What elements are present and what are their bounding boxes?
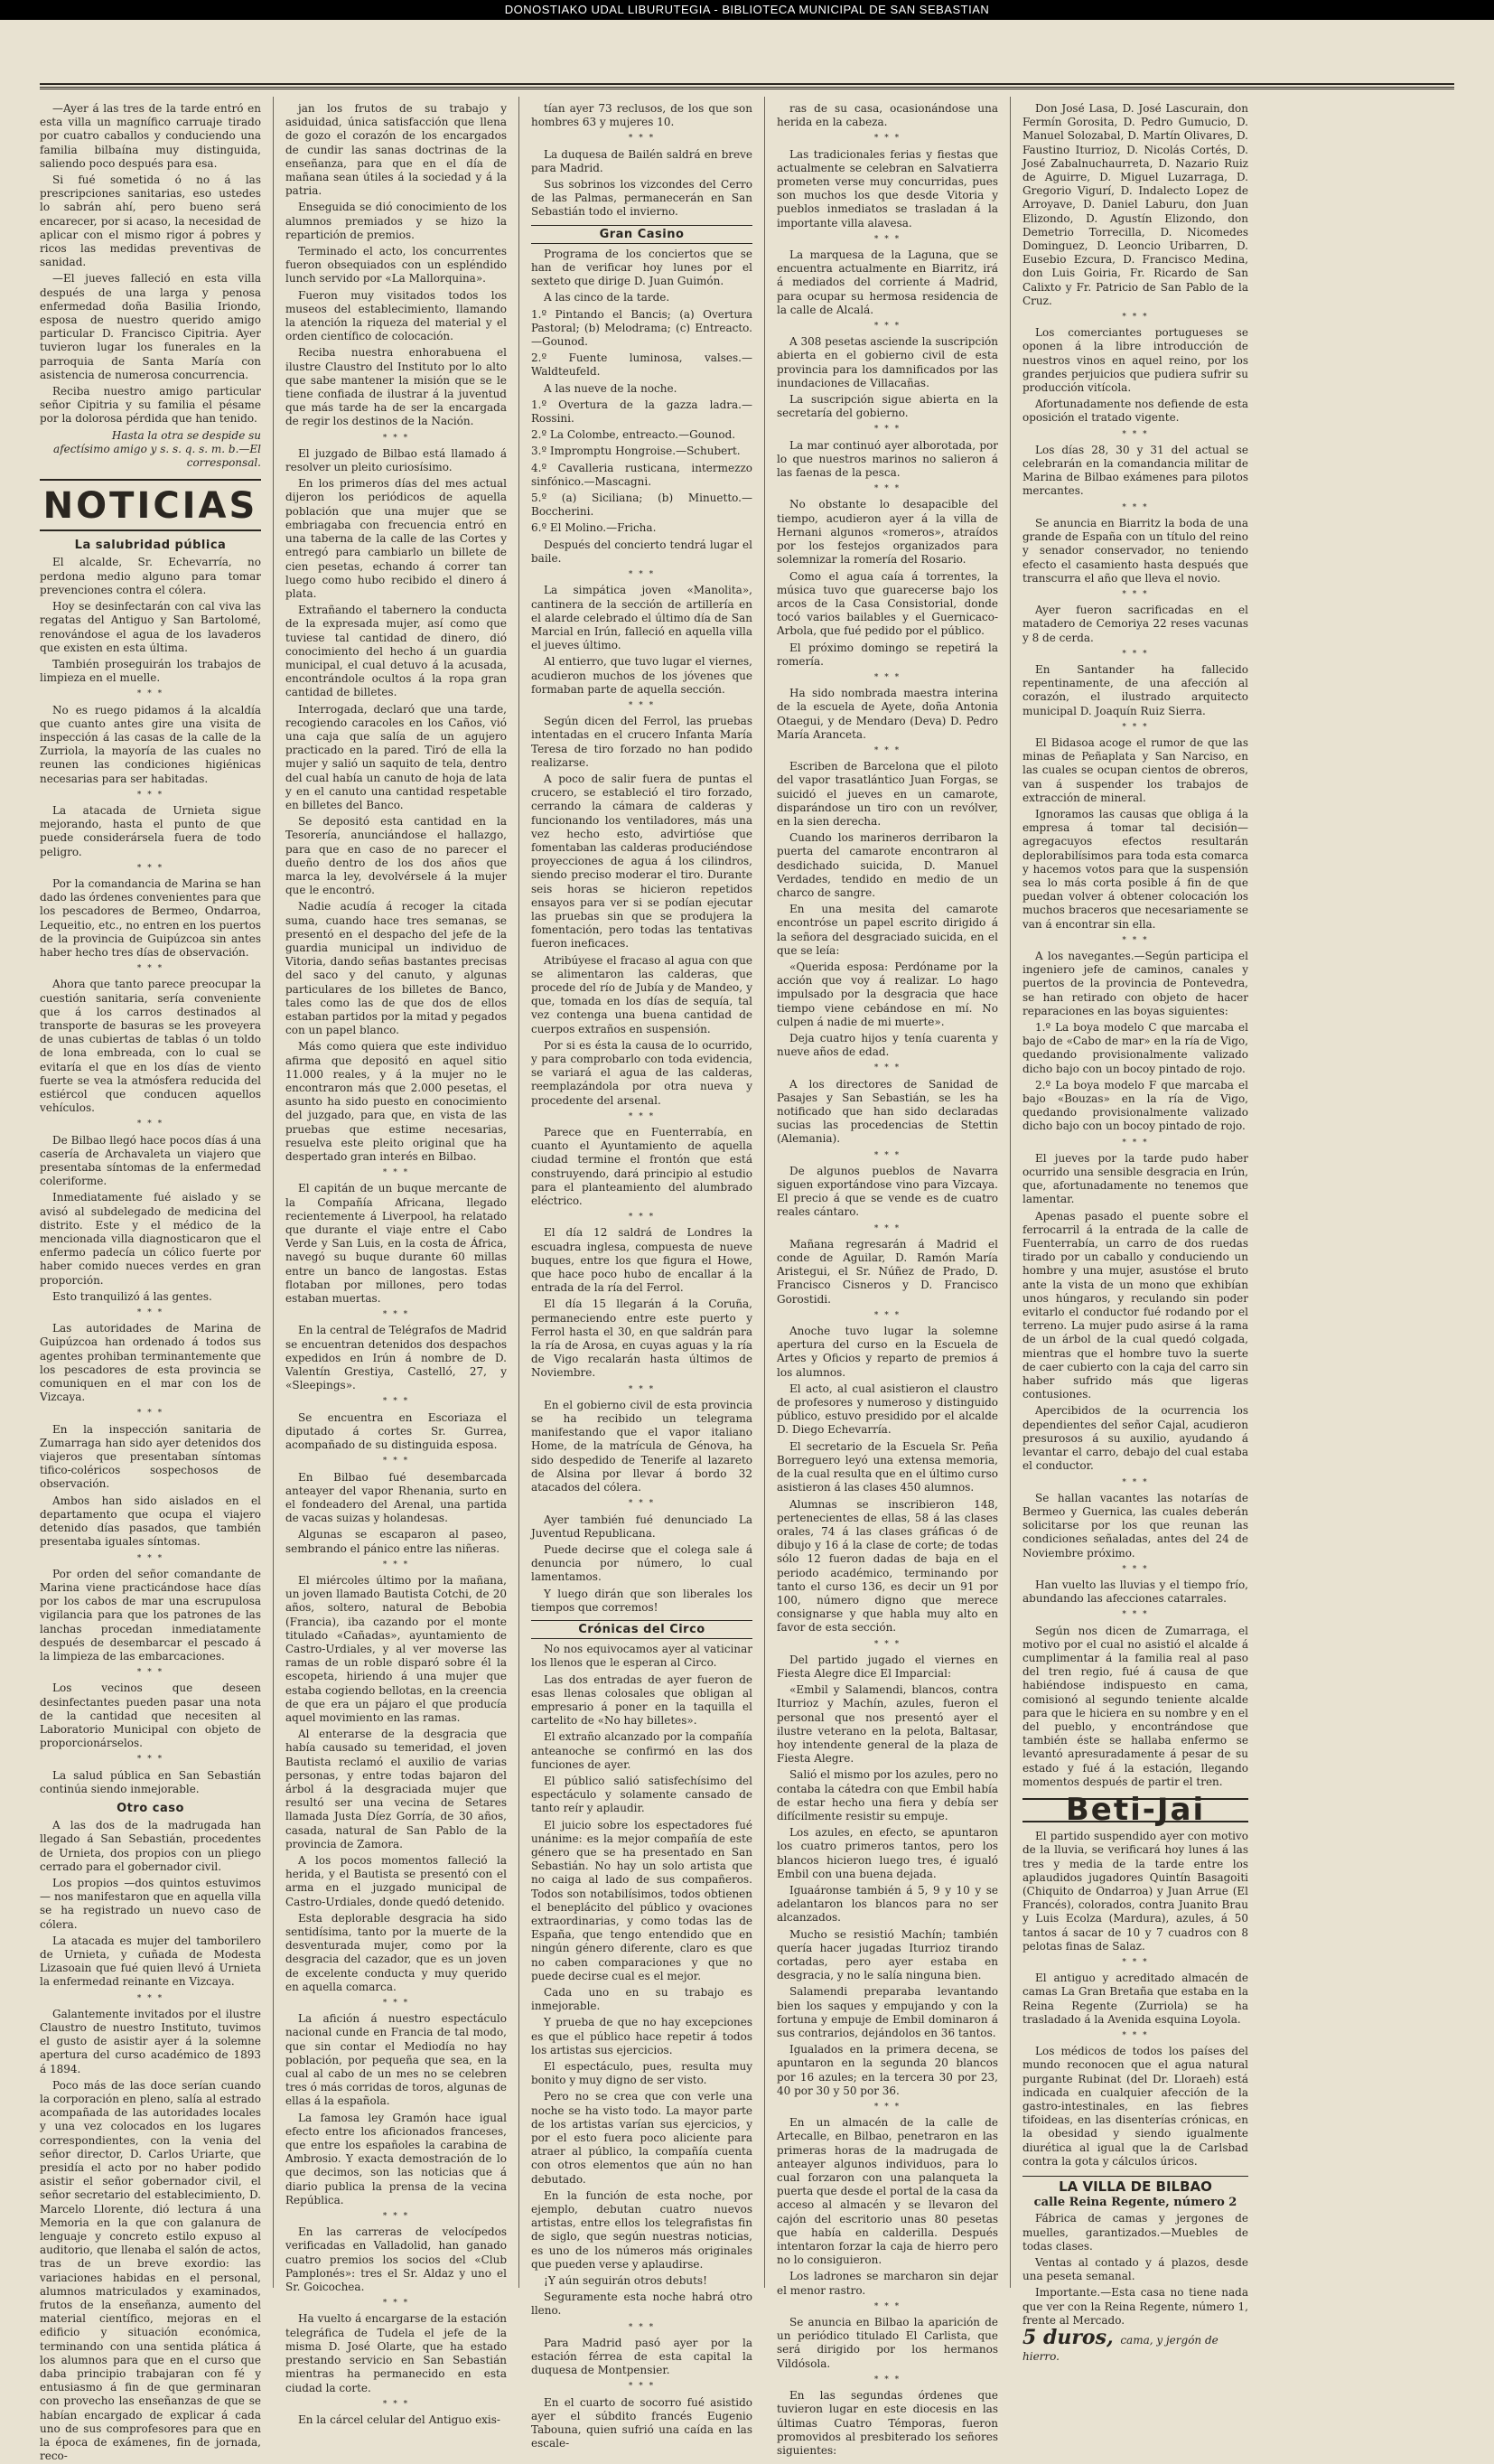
paragraph: Los propios —dos quintos estuvimos— nos manifestaron que en aquella villa se ha registrado un nuevo caso de cólera. (40, 1876, 261, 1931)
paragraph: En la cárcel celular del Antiguo exis- (298, 2412, 500, 2426)
separator-asterisks: * * * (628, 570, 656, 580)
paragraph: Ayer fueron sacrificadas en el matadero de Cemoriya 22 reses vacunas y 8 de cerda. (1022, 604, 1248, 644)
paragraph: Salamendi preparaba levantando bien los saques y empujando y con la fortuna y empuje de Embil dominaron á sus contrarios, dejándolos en 36 tantos. (777, 1985, 998, 2040)
separator-asterisks: * * * (136, 1308, 164, 1318)
newspaper-page (40, 87, 1454, 2463)
separator-asterisks: * * * (873, 1150, 901, 1160)
paragraph: También proseguirán los trabajos de limpieza en el muelle. (40, 657, 261, 685)
section-heading: Otro caso (117, 1801, 184, 1815)
separator-asterisks: * * * (382, 1397, 410, 1407)
paragraph: Más como quiera que este individuo afirma que depositó en aquel sitio 11.000 reales, y á la mujer no le encontraron más que 2.000 pesetas, el asunto ha sido puesto en conocimiento del juzgado, para que, en vista de las pruebas que estime necesarias, resuelva este pleito original que ha despertado gran interés en Bilbao. (285, 1040, 507, 1164)
paragraph: Se encuentra en Escoriaza el diputado á cortes Sr. Gurrea, acompañado de su distinguida esposa. (285, 1410, 507, 1452)
column-5 (1022, 102, 1248, 2364)
paragraph: Ambos han sido aislados en el departamento que ocupa el viajero detenido días pasados, que también presentaba iguales síntomas. (40, 1494, 261, 1549)
separator-asterisks: * * * (1122, 722, 1149, 732)
paragraph: Después del concierto tendrá lugar el baile. (531, 538, 752, 565)
paragraph: Poco más de las doce serían cuando la corporación en pleno, salía al estrado acompañada de las autoridades locales y una vez colocados en los lugares correspondientes, con la venia del señor director, D. Carlos Uriarte, que presidía el acto por no haber podido asistir el señor gobernador civil, el señor secretario del establecimiento, D. Marcelo Llorente, dió lectura á una Memoria en la que con galanura de lenguaje y concreto estilo expuso al auditorio, que llenaba el salón de actos, tras de un breve exordio: las variaciones habidas en el personal, alumnos matriculados y examinados, frutos de la enseñanza, aumento del material científico, mejoras en el edificio y situación económica, terminando con una sentida plática á los alumnos para que en el curso que daba principio trabajaran con fé y entusiasmo á fin de que germinaran con provecho las enseñanzas de que se habían encargado de explicar á cada uno de sus comprofesores para que en la época de exámenes, fin de jornada, reco- (40, 2078, 261, 2463)
paragraph: De algunos pueblos de Navarra siguen exportándose vino para Vizcaya. El precio á que se vende es de cuatro reales cántaro. (777, 1164, 998, 1219)
paragraph: Reciba nuestro amigo particular señor Cipitria y su familia el pésame por la dolorosa pérdida que han tenido. (40, 385, 261, 426)
paragraph: En las carreras de velocípedos verificadas en Valladolid, han ganado cuatro premios los socios del «Club Pamplonés»: tres el Sr. Aldaz y uno el Sr. Goicochea. (285, 2225, 507, 2294)
noticias-heading: NOTICIAS (40, 479, 261, 531)
separator-asterisks: * * * (873, 745, 901, 755)
paragraph: Iguaáronse también á 5, 9 y 10 y se adelantaron los blancos para no ser alcanzados. (777, 1883, 998, 1925)
paragraph: El miércoles último por la mañana, un joven llamado Bautista Cotchi, de 20 años, soltero, natural de Bebobia (Francia), iba cazando por el monte titulado «Cañadas», ayuntamiento de Castro-Urdiales, y al ver moverse las ramas de un roble disparó sobre él la escopeta, hiriendo á una mujer que estaba cogiendo bellotas, en la creencia de que era un pájaro el que producía aquel movimiento en las ramas. (285, 1573, 507, 1724)
paragraph: Las autoridades de Marina de Guipúzcoa han ordenado á todos sus agentes prohiban terminantemente que los pescadores de esta provincia se comuniquen en el mar con los de Vizcaya. (40, 1322, 261, 1404)
paragraph: Esto tranquilizó á las gentes. (52, 1289, 212, 1303)
paragraph: No es ruego pidamos á la alcaldía que cuanto antes gire una visita de inspección á las casas de la calle de la Zurriola, la mayoría de las cuales no reunen las condiciones higiénicas necesarias para ser habitadas. (40, 703, 261, 785)
paragraph: Los ladrones se marcharon sin dejar el menor rastro. (777, 2270, 998, 2297)
paragraph: El día 15 llegarán á la Coruña, permaneciendo entre este puerto y Ferrol hasta el 30, en que saldrán para la ría de Arosa, en cuyas aguas y la ría de Vigo recalarán hasta últimos de Noviembre. (531, 1298, 752, 1380)
paragraph: Deja cuatro hijos y tenía cuarenta y nueve años de edad. (777, 1032, 998, 1059)
concert-program (531, 398, 752, 536)
paragraph: El alcalde, Sr. Echevarría, no perdona medio alguno para tomar prevenciones contra el cólera. (40, 556, 261, 596)
top-rule (40, 83, 1454, 85)
program-item: 2.º Fuente luminosa, valses.—Waldteufeld. (531, 351, 752, 379)
paragraph: Sus sobrinos los vizcondes del Cerro de las Palmas, permanecerán en San Sebastián todo el invierno. (531, 178, 752, 219)
separator-asterisks: * * * (136, 1755, 164, 1765)
program-item: 2.º La Colombe, entreacto.—Gounod. (531, 428, 736, 442)
separator-asterisks: * * * (873, 1310, 901, 1320)
price-description: cama, y jergón de hierro. (1022, 2334, 1219, 2364)
paragraph: jan los frutos de su trabajo y asiduidad, única satisfacción que llena de gozo el corazón de los encargados de cundir las sanas doctrinas de la enseñanza, para que en el día de mañana sean útiles á la sociedad y á la patria. (285, 102, 507, 198)
separator-asterisks: * * * (382, 1168, 410, 1178)
paragraph: —Ayer á las tres de la tarde entró en esta villa un magnífico carruaje tirado por cuatro caballos y conduciendo una familia bilbaína muy distinguida, saliendo poco después para esa. (40, 102, 261, 170)
paragraph: En la función de esta noche, por ejemplo, debutan cuatro nuevos artistas, entre ellos los telegrafistas fin de siglo, que según nuestras noticias, es uno de los números más originales que pueden verse y aplaudirse. (531, 2188, 752, 2271)
paragraph: En el gobierno civil de esta provincia se ha recibido un telegrama manifestando que el vapor italiano Home, de la matrícula de Génova, ha sido despedido de Tenerife al lazareto de Alsina por llevar á bordo 32 atacados del cólera. (531, 1398, 752, 1494)
paragraph: Los médicos de todos los países del mundo reconocen que el agua natural purgante Rubinat (del Dr. Lloraeh) está indicada en cualquier afección de la gastro-intestinales, en las fiebres tifoideas, en las disenterías crónicas, en la obesidad y siendo igualmente diurética al igual que la de Carlsbad contra la gota y cálculos úricos. (1022, 2045, 1248, 2168)
separator-asterisks: * * * (628, 1499, 656, 1509)
paragraph: No obstante lo desapacible del tiempo, acudieron ayer á la villa de Hernani algunos «romeros», atraídos por los festejos organizados para solemnizar la romería del Rosario. (777, 498, 998, 567)
column-divider (764, 97, 765, 2288)
paragraph: El antiguo y acreditado almacén de camas La Gran Bretaña que estaba en la Reina Regente (Zurriola) se ha trasladado á la Avenida esquina Loyola. (1022, 1972, 1248, 2026)
separator-asterisks: * * * (873, 234, 901, 244)
paragraph: Han vuelto las lluvias y el tiempo frío, abundando las afecciones catarrales. (1022, 1578, 1248, 1606)
separator-asterisks: * * * (873, 484, 901, 494)
paragraph: El juicio sobre los espectadores fué unánime: es la mejor compañía de este género que se ha presentado en San Sebastián. No hay un solo artista que no caiga al lado de sus compañeros. Todos son notabilísimos, todos obtienen el beneplácito del público y ovaciones extraordinarias, y como todas las de España, que tengo entendido que en ningún género diferente, claro es que no caben comparaciones y que no puede decirse cual es el mejor. (531, 1818, 752, 1982)
advertisement-text: Fábrica de camas y jergones de muelles, garantizados.—Muebles de todas clases. (1022, 2212, 1248, 2253)
separator-asterisks: * * * (382, 433, 410, 443)
paragraph: Hoy se desinfectarán con cal viva las regatas del Antiguo y San Bartolomé, renovándose el agua de los lavaderos que existen en esta última. (40, 600, 261, 654)
separator-asterisks: * * * (628, 2382, 656, 2392)
paragraph: Seguramente esta noche habrá otro lleno. (531, 2291, 752, 2318)
separator-asterisks: * * * (873, 1639, 901, 1649)
paragraph: A las nueve de la noche. (544, 381, 677, 395)
separator-asterisks: * * * (628, 1384, 656, 1394)
separator-asterisks: * * * (136, 689, 164, 699)
paragraph: A los pocos momentos falleció la herida, y el Bautista se presentó con el arma en el juzgado municipal de Castro-Urdiales, donde quedó detenido. (285, 1853, 507, 1908)
paragraph: El jueves por la tarde pudo haber ocurrido una sensible desgracia en Irún, que, afortunadamente no tenemos que lamentar. (1022, 1151, 1248, 1206)
column-3 (531, 102, 752, 2450)
paragraph: La afición á nuestro espectáculo nacional cunde en Francia de tal modo, que sin contar el Mediodía no hay población, por pequeña que sea, en la cual al cabo de un mes no se celebren tres ó más corridas de toros, algunas de ellas á la española. (285, 2012, 507, 2108)
paragraph: En Santander ha fallecido repentinamente, de una afección al corazón, el ilustrado arquitecto municipal D. Joaquín Ruiz Sierra. (1022, 662, 1248, 717)
separator-asterisks: * * * (136, 1120, 164, 1129)
program-item: 3.º Impromptu Hongroise.—Schubert. (531, 445, 741, 458)
paragraph: —El jueves falleció en esta villa después de una larga y penosa enfermedad doña Basilia Iriondo, esposa de nuestro querido amigo particular D. Francisco Cipitria. Ayer tuvieron lugar los funerales en la parroquia de Santa María con asistencia de numerosa concurrencia. (40, 272, 261, 381)
concert-program (531, 308, 752, 379)
paragraph: Apercibidos de la ocurrencia los dependientes del señor Cajal, acudieron presurosos á su auxilio, ayudando á levantar el carro, debajo del cual estaba el conductor. (1022, 1404, 1248, 1473)
paragraph: Según dicen del Ferrol, las pruebas intentadas en el crucero Infanta María Teresa de tiro forzado no han podido realizarse. (531, 715, 752, 769)
paragraph: Según nos dicen de Zumarraga, el motivo por el cual no asistió el alcalde á cumplimentar á la familia real al paso del tren regio, fué á causa de que habiéndose indispuesto en cama, comisionó al segundo teniente alcalde para que le hiciera en su nombre y en el del pueblo, y encontrándose que también éste se hallaba enfermo se levantó apresuradamente á pesar de su estado y fué á la estación, llegando momentos después de partir el tren. (1022, 1624, 1248, 1788)
paragraph: 2.º La boya modelo F que marcaba el bajo «Bouzas» en la ría de Vigo, quedando provisionalmente valizado dicho bajo con un bocoy pintado de rojo. (1022, 1078, 1248, 1133)
paragraph: Parece que en Fuenterrabía, en cuanto el Ayuntamiento de aquella ciudad termine el frontón que está construyendo, dará principio al estudio para el planteamiento del alumbrado eléctrico. (531, 1126, 752, 1208)
separator-asterisks: * * * (382, 2212, 410, 2222)
paragraph: No nos equivocamos ayer al vaticinar los llenos que le esperan al Circo. (531, 1643, 752, 1670)
paragraph: Mañana regresarán á Madrid el conde de Aguilar, D. Ramón María Aristegui, el Sr. Núñez de Prado, D. Francisco Cisneros y D. Francisco Gorostidi. (777, 1237, 998, 1306)
paragraph: Escriben de Barcelona que el piloto del vapor trasatlántico Juan Forgas, se suicidó el jueves en un camarote, disparándose un tiro con un revólver, en la sien derecha. (777, 760, 998, 828)
advertisement-text: Ventas al contado y á plazos, desde una peseta semanal. (1022, 2256, 1248, 2283)
separator-asterisks: * * * (1122, 502, 1149, 512)
paragraph: Como el agua caía á torrentes, la música tuvo que guarecerse bajo los arcos de la Casa Consistorial, donde tocó varios bailables y el Guernicaco-Arbola, que fué pedido por el público. (777, 569, 998, 638)
separator-asterisks: * * * (628, 1111, 656, 1121)
separator-asterisks: * * * (1122, 1138, 1149, 1148)
paragraph: Enseguida se dió conocimiento de los alumnos premiados y se hizo la repartición de premios. (285, 201, 507, 241)
paragraph: Extrañando el tabernero la conducta de la expresada mujer, así como que tuviese tal cantidad de dinero, dió conocimiento del hecho á un guardia municipal, el cual detuvo á la acusada, encontrándole ocultos á la ropa gran cantidad de billetes. (285, 604, 507, 699)
paragraph: La famosa ley Gramón hace igual efecto entre los aficionados franceses, que entre los españoles la carabina de Ambrosio. Y exacta demostración de lo que decimos, son las noticias que á diario publica la prensa de la vecina República. (285, 2111, 507, 2206)
separator-asterisks: * * * (873, 1223, 901, 1233)
paragraph: La suscripción sigue abierta en la secretaría del gobierno. (777, 393, 998, 420)
separator-asterisks: * * * (873, 425, 901, 435)
beti-jai-heading: Beti-Jai (1022, 1798, 1248, 1822)
advertisement-price (1022, 2326, 1248, 2364)
paragraph: Afortunadamente nos defiende de esta oposición el tratado vigente. (1022, 398, 1248, 425)
section-heading: Gran Casino (531, 225, 752, 244)
separator-asterisks: * * * (136, 790, 164, 800)
program-item: 1.º Overtura de la gazza ladra.—Rossini. (531, 398, 752, 426)
paragraph: Y prueba de que no hay excepciones es que el público hace repetir á todos los artistas sus ejercicios. (531, 2016, 752, 2056)
column-divider (273, 97, 274, 2288)
separator-asterisks: * * * (1122, 429, 1149, 439)
paragraph: Pero no se crea que con verle una noche se ha visto todo. La mayor parte de los artistas varían sus ejercicios, y por el esto fuera poco aliciente para atraer al público, la compañía cuenta con otros elementos que aún no han debutado. (531, 2090, 752, 2186)
paragraph: A las dos de la madrugada han llegado á San Sebastián, procedentes de Urnieta, dos propios con un pliego cerrado para el gobernador civil. (40, 1819, 261, 1873)
paragraph: En la inspección sanitaria de Zumarraga han sido ayer detenidos dos viajeros que presentaban síntomas tifico-coléricos sospechosos de observación. (40, 1422, 261, 1491)
paragraph: Para Madrid pasó ayer por la estación férrea de esta capital la duquesa de Montpensier. (531, 2336, 752, 2377)
separator-asterisks: * * * (382, 1999, 410, 2009)
separator-asterisks: * * * (382, 2299, 410, 2309)
column-divider (518, 97, 519, 2288)
paragraph: Los comerciantes portugueses se oponen á la libre introducción de nuestros vinos en aquel reino, por los grandes perjuicios que pudiera sufrir su producción vitícola. (1022, 326, 1248, 395)
paragraph: La atacada es mujer del tamborilero de Urnieta, y cuñada de Modesta Lizasoain que fué quien llevó á Urnieta la enfermedad reinante en Vizcaya. (40, 1934, 261, 1989)
separator-asterisks: * * * (136, 1668, 164, 1678)
separator-asterisks: * * * (873, 1063, 901, 1073)
paragraph: Ha sido nombrada maestra interina de la escuela de Ayete, doña Antonia Otaegui, y de Mendaro (Deva) D. Pedro María Aranceta. (777, 687, 998, 741)
paragraph: Los vecinos que deseen desinfectantes pueden pasar una nota de la cantidad que necesiten al Laboratorio Municipal con objeto de proporcionárselos. (40, 1682, 261, 1750)
separator-asterisks: * * * (873, 2103, 901, 2113)
separator-asterisks: * * * (873, 322, 901, 332)
paragraph: Alumnas se inscribieron 148, pertenecientes de ellas, 58 á las clases orales, 74 á las clases gráficas ó de dibujo y 16 á la clase de corte; de todas sólo 12 fueron dadas de baja en el periodo académico, terminando por tanto el curso 136, es decir un 91 por 100, número digno que merece consignarse y que habla muy alto en favor de esta sección. (777, 1497, 998, 1635)
paragraph: La salud pública en San Sebastián continúa siendo inmejorable. (40, 1768, 261, 1795)
paragraph: Terminado el acto, los concurrentes fueron obsequiados con un espléndido lunch servido por «La Mallorquina». (285, 245, 507, 286)
paragraph: Las tradicionales ferias y fiestas que actualmente se celebran en Salvatierra prometen verse muy concurridas, pues son muchos los que desde Vitoria y pueblos inmediatos se trasladan á la importante villa alavesa. (777, 147, 998, 230)
paragraph: Ignoramos las causas que obliga á la empresa á tomar tal decisión—agregacuyos efectos resultarán deplorabilísimos para toda esta comarca y hacemos votos para que la suspensión sea lo más corta posible á fin de que puedan volver á obtener colocación los muchos braceros que necesariamente se van á encontrar sin ella. (1022, 807, 1248, 931)
paragraph: Ayer también fué denunciado La Juventud Republicana. (531, 1513, 752, 1540)
paragraph: Ahora que tanto parece preocupar la cuestión sanitaria, sería conveniente que á los carros destinados al transporte de basuras se les proveyera de unas cubiertas de tablas ó un toldo de lona embreada, con lo cual se evitaría el que en los días de viento fuerte se vea la atmósfera reducida del estiércol que conducen aquellos vehículos. (40, 978, 261, 1115)
paragraph: A las cinco de la tarde. (544, 291, 670, 304)
separator-asterisks: * * * (1122, 649, 1149, 659)
paragraph: Las dos entradas de ayer fueron de esas llenas colosales que obligan al empresario á poner en la taquilla el cartelito de «No hay billetes». (531, 1672, 752, 1728)
paragraph: A poco de salir fuera de puntas el crucero, se estableció el tiro forzado, cerrando la cámara de calderas y funcionando los ventiladores, más una vez hecho esto, advirtióse que fomentaban las calderas produciéndose proyecciones de agua á los cilindros, siendo preciso moderar el tiro. Durante seis horas se hicieron repetidos ensayos para ver si se podían ejecutar las pruebas sin que se produjera la fomentación, pero todas las tentativas fueron ineficaces. (531, 772, 752, 951)
paragraph: Se anuncia en Biarritz la boda de una grande de España con un título del reino y senador conservador, no teniendo efecto el casamiento hasta después que transcurra el año que lleva el novio. (1022, 516, 1248, 585)
paragraph: Salió el mismo por los azules, pero no contaba la cátedra con que Embil había de estar hecho una fiera y debía ser difícilmente resistir su empuje. (777, 1768, 998, 1822)
section-heading: Crónicas del Circo (531, 1620, 752, 1639)
paragraph: El Bidasoa acoge el rumor de que las minas de Peñaplata y San Narciso, en las cuales se ocupan cientos de obreros, van á suspender los trabajos de extracción de mineral. (1022, 735, 1248, 804)
separator-asterisks: * * * (1122, 2031, 1149, 2041)
correspondent-signature: Hasta la otra se despide su afectísimo amigo y s. s. q. s. m. b.—El corresponsal. (53, 428, 261, 470)
paragraph: La mar continuó ayer alborotada, por lo que nuestros marinos no salieron á las faenas de la pesca. (777, 438, 998, 480)
paragraph: A los navegantes.—Según participa el ingeniero jefe de caminos, canales y puertos de la provincia de Pontevedra, se han retirado con objeto de hacer reparaciones en las boyas siguientes: (1022, 949, 1248, 1017)
paragraph: La marquesa de la Laguna, que se encuentra actualmente en Biarritz, irá á mediados del corriente á Madrid, para ocupar su hermosa residencia de la calle de Alcalá. (777, 248, 998, 316)
paragraph: Ha vuelto á encargarse de la estación telegráfica de Tudela el jefe de la misma D. José Olarte, que ha estado prestando servicio en San Sebastián mientras ha permanecido en esta ciudad la corte. (285, 2312, 507, 2394)
separator-asterisks: * * * (136, 964, 164, 974)
paragraph: Fueron muy visitados todos los museos del establecimiento, llamando la atención la riqueza del material y el orden científico de colocación. (285, 288, 507, 343)
paragraph: La duquesa de Bailén saldrá en breve para Madrid. (531, 147, 752, 174)
paragraph: Cada uno en su trabajo es inmejorable. (531, 1986, 752, 2013)
paragraph: Algunas se escaparon al paseo, sembrando el pánico entre las niñeras. (285, 1528, 507, 1555)
paragraph: ras de su casa, ocasionándose una herida en la cabeza. (777, 102, 998, 129)
column-4 (777, 102, 998, 2457)
paragraph: Apenas pasado el puente sobre el ferrocarril á la entrada de la calle de Fuenterrabía, un carro de dos ruedas tirado por un caballo y conduciendo un hombre y una mujer, asustóse el bruto ante la vista de un mono que exhibían unos húngaros, y reculando sin poder evitarlo el conductor fué rodando por el terreno. La mujer pudo asirse á la rama de un árbol de la cual quedó colgada, mientras que el hombre tuvo la suerte de caer cubierto con la caja del carro sin haber sufrido más que ligeras contusiones. (1022, 1209, 1248, 1401)
paragraph: El juzgado de Bilbao está llamado á resolver un pleito curiosísimo. (285, 446, 507, 474)
paragraph: Los azules, en efecto, se apuntaron los cuatro primeros tantos, pero los blancos hicieron luego tres, é igualó Embil con una buena dejada. (777, 1826, 998, 1880)
paragraph: La atacada de Urnieta sigue mejorando, hasta el punto de que puede considerársela fuera de todo peligro. (40, 803, 261, 858)
paragraph: Y luego dirán que son liberales los tiempos que corremos! (531, 1587, 752, 1614)
paragraph: A los directores de Sanidad de Pasajes y San Sebastián, se les ha notificado que han sido declaradas sucias las procedencias de Stettin (Alemania). (777, 1077, 998, 1146)
paragraph: El capitán de un buque mercante de la Compañía Africana, llegado recientemente á Liverpool, ha relatado que durante el viaje entre el Cabo Verde y San Luis, en la costa de África, navegó su buque durante 60 millas entre un banco de langostas. Estas flotaban por millones, pero todas estaban muertas. (285, 1182, 507, 1306)
section-heading: La salubridad pública (74, 539, 227, 553)
paragraph: Programa de los conciertos que se han de verificar hoy lunes por el sexteto que dirige D. Juan Guimón. (531, 247, 752, 288)
paragraph: tían ayer 73 reclusos, de los que son hombres 63 y mujeres 10. (531, 102, 752, 129)
column-2 (285, 102, 507, 2426)
paragraph: Al entierro, que tuvo lugar el viernes, acudieron muchos de los jóvenes que formaban parte de aquella sección. (531, 655, 752, 696)
separator-asterisks: * * * (1122, 589, 1149, 599)
price-amount: 5 duros, (1022, 2326, 1114, 2350)
paragraph: En Bilbao fué desembarcada anteayer del vapor Rhenania, surto en el fondeadero del Arenal, una partida de vacas suizas y holandesas. (285, 1470, 507, 1525)
separator-asterisks: * * * (136, 1993, 164, 2003)
separator-asterisks: * * * (382, 2399, 410, 2409)
separator-asterisks: * * * (136, 1553, 164, 1563)
separator-asterisks: * * * (628, 1213, 656, 1223)
paragraph: Se hallan vacantes las notarías de Bermeo y Guernica, las cuales deberán solicitarse por los que reunan las condiciones señaladas, antes del 24 de Noviembre próximo. (1022, 1491, 1248, 1560)
separator-asterisks: * * * (628, 2322, 656, 2332)
separator-asterisks: * * * (1122, 313, 1149, 323)
separator-asterisks: * * * (1122, 935, 1149, 945)
paragraph: Reciba nuestra enhorabuena el ilustre Claustro del Instituto por lo alto que sabe mantener la misión que se le tiene confiada de ilustrar á la juventud que más tarde ha de ser la encargada de regir los destinos de la Nación. (285, 346, 507, 428)
paragraph: En el cuarto de socorro fué asistido ayer el súbdito francés Eugenio Tabouna, quien sufrió una caída en las escale- (531, 2395, 752, 2450)
program-item: 1.º Pintando el Bancis; (a) Overtura Pastoral; (b) Melodrama; (c) Entreacto.—Gounod. (531, 307, 752, 349)
paragraph: El partido suspendido ayer con motivo de la lluvia, se verificará hoy lunes á las tres y media de la tarde entre los aplaudidos jugadores Quintín Basagoiti (Chiquito de Ondarroa) y Juan Arrue (El Francés), colorados, contra Juanito Brau y Luis Ecolza (Mardura), azules, á 50 tantos á sacar de 10 y 7 cuadros con 8 pelotas finas de Salaz. (1022, 1830, 1248, 1953)
paragraph: Inmediatamente fué aislado y se avisó al subdelegado de medicina del distrito. Este y el médico de la mencionada villa diagnosticaron que el enfermo padecía un cólico fuerte por haber comido nueces verdes en gran proporción. (40, 1191, 261, 1287)
separator-asterisks: * * * (873, 2375, 901, 2384)
paragraph: En la central de Telégrafos de Madrid se encuentran detenidos dos despachos expedidos en Irún á nombre de D. Valentín Grestiya, Castelló, 27, y «Sleepings». (285, 1324, 507, 1392)
paragraph: Galantemente invitados por el ilustre Claustro de nuestro Instituto, tuvimos el gusto de asistir ayer á la solemne apertura del curso académico de 1893 á 1894. (40, 2007, 261, 2075)
paragraph: En un almacén de la calle de Artecalle, en Bilbao, penetraron en las primeras horas de la madrugada de anteayer algunos individuos, para lo cual forzaron con una palanqueta la puerta que desde el portal de la casa da acceso al almacén y se llevaron del cajón del escritorio unas 80 pesetas que había en calderilla. Después intentaron forzar la caja de hierro pero no lo consiguieron. (777, 2116, 998, 2267)
paragraph: El día 12 saldrá de Londres la escuadra inglesa, compuesta de nueve buques, entre los que figura el Howe, que hace poco hubo de encallar á la entrada de la ría del Ferrol. (531, 1226, 752, 1295)
separator-asterisks: * * * (136, 1409, 164, 1419)
paragraph: Atribúyese el fracaso al agua con que se alimentaron las calderas, que procede del río de Jubía y de Mandeo, y que, tomada en los días de sequía, tal vez contenga una buena cantidad de cuerpos extraños en suspensión. (531, 953, 752, 1035)
paragraph: Los días 28, 30 y 31 del actual se celebrarán en la comandancia militar de Marina de Bilbao exámenes para pilotos mercantes. (1022, 443, 1248, 498)
program-item: 6.º El Molino.—Fricha. (531, 521, 657, 535)
separator-asterisks: * * * (382, 1457, 410, 1466)
advertisement-text: Importante.—Esta casa no tiene nada que ver con la Reina Regente, número 1, frente al Mercado. (1022, 2286, 1248, 2327)
separator-asterisks: * * * (1122, 1477, 1149, 1487)
paragraph: «Querida esposa: Perdóname por la acción que voy á realizar. Lo hago impulsado por la desgracia que hace tiempo viene cebándose en mí. No culpen á nadie de mi muerte». (777, 960, 998, 1028)
paragraph: Esta deplorable desgracia ha sido sentidísima, tanto por la muerte de la desventurada mujer, como por la desgracia del cazador, que es un joven de excelente conducta y muy querido en aquella comarca. (285, 1911, 507, 1993)
separator-asterisks: * * * (136, 863, 164, 873)
paragraph: Del partido jugado el viernes en Fiesta Alegre dice El Imparcial: (777, 1653, 998, 1680)
paragraph: Por orden del señor comandante de Marina viene practicándose hace días por los cabos de mar una escrupulosa vigilancia para que los patrones de las lanchas procedan inmediatamente después de desembarcar el pescado á la limpieza de las embarcaciones. (40, 1567, 261, 1663)
separator-asterisks: * * * (873, 134, 901, 144)
separator-asterisks: * * * (1122, 1564, 1149, 1574)
paragraph: El público salió satisfechísimo del espectáculo y solamente cansado de tanto reír y aplaudir. (531, 1774, 752, 1815)
paragraph: Al enterarse de la desgracia que había causado su temeridad, el joven Bautista reclamó el auxilio de varias personas, y entre todas bajaron del árbol á la desgraciada mujer que resultó ser una vecina de Setares llamada Justa Díez Gorría, de 30 años, casada, natural de San Pablo de la provincia de Zamora. (285, 1728, 507, 1850)
separator-asterisks: * * * (873, 2301, 901, 2311)
separator-asterisks: * * * (1122, 1958, 1149, 1967)
separator-asterisks: * * * (873, 672, 901, 682)
paragraph: De Bilbao llegó hace pocos días á una casería de Archavaleta un viajero que presentaba síntomas de la enfermedad coleriforme. (40, 1133, 261, 1188)
paragraph: Se depositó esta cantidad en la Tesorería, anunciándose el hallazgo, para que en caso de no parecer el dueño dentro de los dos años que marca la ley, devolvérsele á la mujer que le encontró. (285, 815, 507, 897)
separator-asterisks: * * * (628, 700, 656, 710)
program-item: 5.º (a) Siciliana; (b) Minuetto.—Boccherini. (531, 492, 752, 519)
program-item: 4.º Cavalleria rusticana, intermezzo sinfónico.—Mascagni. (531, 461, 752, 488)
paragraph: Nadie acudía á recoger la citada suma, cuando hace tres semanas, se presentó en el despacho del jefe de la guardia municipal un individuo de Vitoria, dando señas bastantes precisas del saco y del canuto, y algunas particulares de los billetes de Banco, tales como las de que dos de ellos estaban partidos por la mitad y pegados con un papel blanco. (285, 900, 507, 1037)
paragraph: Por la comandancia de Marina se han dado las órdenes convenientes para que los pescadores de Bermeo, Ondarroa, Lequeitio, etc., no entren en los puertos de la provincia de Guipúzcoa sin antes haber hecho tres días de observación. (40, 876, 261, 959)
paragraph: Igualados en la primera decena, se apuntaron en la segunda 20 blancos por 16 azules; en la tercera 30 por 23, 40 por 30 y 50 por 36. (777, 2043, 998, 2097)
paragraph: En una mesita del camarote encontróse un papel escrito dirigido á la señora del desgraciado suicida, en el que se leía: (777, 903, 998, 957)
paragraph: En los primeros días del mes actual dijeron los periódicos de aquella población que una mujer que se embriagaba con frecuencia entró en una taberna de la calle de las Cortes y entregó para cambiarlo un billete de cien pesetas, echando á correr tan luego como hubo recibido el dinero á plata. (285, 477, 507, 600)
column-1 (40, 102, 261, 2463)
advertisement-address: calle Reina Regente, número 2 (1033, 2196, 1237, 2210)
advertisement-title: LA VILLA DE BILBAO (1022, 2176, 1248, 2194)
separator-asterisks: * * * (382, 1560, 410, 1569)
paragraph: El próximo domingo se repetirá la romería. (777, 641, 998, 668)
paragraph: «Embil y Salamendi, blancos, contra Iturrioz y Machín, azules, fueron el personal que nos presentó ayer el ilustre veterano en la pelota, Baltasar, hoy intendente general de la plaza de Fiesta Alegre. (777, 1683, 998, 1766)
paragraph: Mucho se resistió Machín; también quería hacer jugadas Iturrioz tirando cortadas, pero ayer estaba en desgracia, y no le salía ninguna bien. (777, 1927, 998, 1982)
paragraph: Si fué sometida ó no á las prescripciones sanitarias, eso ustedes lo sabrán ahí, pero bueno será encarecer, por si acaso, la necesidad de aplicar con el mismo rigor á pobres y ricos las medidas preventivas de sanidad. (40, 173, 261, 269)
paragraph: 1.º La boya modelo C que marcaba el bajo de «Cabo de mar» en la ría de Vigo, quedando provisionalmente valizado dicho bajo con un bocoy pintado de rojo. (1022, 1021, 1248, 1075)
paragraph: Don José Lasa, D. José Lascurain, don Fermín Gorosita, D. Pedro Gumucio, D. Manuel Solozabal, D. Martín Olivares, D. Faustino Iturrioz, D. Nicolás Cortés, D. José Zabalnuchaurreta, D. Nazario Ruiz de Aguirre, D. Miguel Luzarraga, D. Gregorio Vigurí, D. Indalecto Lopez de Arroyave, D. Daniel Laburu, don Juan Elizondo, D. Agustín Elizondo, don Demetrio Torrecilla, D. Nicomedes Dominguez, D. Leoncio Uribarren, D. Eusebio Ezcura, D. Francisco Medina, don Luis Goiria, Fr. Ricardo de San Calixto y Fr. Patricio de San Pablo de la Cruz. (1022, 102, 1248, 307)
separator-asterisks: * * * (1122, 1610, 1149, 1620)
paragraph: A 308 pesetas asciende la suscripción abierta en el gobierno civil de esta provincia para los damnificados por las inundaciones de Villacañas. (777, 335, 998, 389)
paragraph: En las segundas órdenes que tuvieron lugar en este diocesis en las últimas Cuatro Témporas, fueron promovidos al presbiterado los señores siguientes: (777, 2389, 998, 2457)
paragraph: Interrogada, declaró que una tarde, recogiendo caracoles en los Caños, vió una caja que salía de un agujero practicado en la pared. Tiró de ella la mujer y salió un saquito de tela, dentro del cual había un canuto de hoja de lata y en el canuto una cantidad respetable en billetes del Banco. (285, 702, 507, 811)
paragraph: El extraño alcanzado por la compañía anteanoche se confirmó en las dos funciones de ayer. (531, 1730, 752, 1771)
paragraph: Por si es ésta la causa de lo ocurrido, y para comprobarlo con toda evidencia, se variará el agua de las calderas, reemplazándola por otra nueva y procedente del arsenal. (531, 1038, 752, 1107)
paragraph: Puede decirse que el colega sale á denuncia por número, lo cual lamentamos. (531, 1542, 752, 1584)
paragraph: Anoche tuvo lugar la solemne apertura del curso en la Escuela de Artes y Oficios y reparto de premios á los alumnos. (777, 1325, 998, 1379)
paragraph: La simpática joven «Manolita», cantinera de la sección de artillería en el alarde celebrado el último día de San Marcial en Irún, falleció en aquella villa el jueves último. (531, 584, 752, 652)
paragraph: Cuando los marineros derribaron la puerta del camarote encontraron al desdichado suicida, D. Manuel Verdades, tendido en medio de un charco de sangre. (777, 831, 998, 899)
column-divider (1010, 97, 1011, 2288)
paragraph: El secretario de la Escuela Sr. Peña Borreguero leyó una extensa memoria, de la cual resulta que en el último curso asistieron á las clases 450 alumnos. (777, 1439, 998, 1494)
paragraph: El acto, al cual asistieron el claustro de profesores y numeroso y distinguido público, estuvo presidido por el alcalde D. Diego Echevarría. (777, 1382, 998, 1437)
paragraph: ¡Y aún seguirán otros debuts! (544, 2274, 707, 2288)
separator-asterisks: * * * (628, 134, 656, 144)
separator-asterisks: * * * (382, 1310, 410, 1320)
paragraph: El espectáculo, pues, resulta muy bonito y muy digno de ser visto. (531, 2060, 752, 2087)
library-header-bar: DONOSTIAKO UDAL LIBURUTEGIA - BIBLIOTECA MUNICIPAL DE SAN SEBASTIAN (0, 0, 1494, 20)
paragraph: Se anuncia en Bilbao la aparición de un periódico titulado El Carlista, que será dirigido por los hermanos Vildósola. (777, 2316, 998, 2370)
